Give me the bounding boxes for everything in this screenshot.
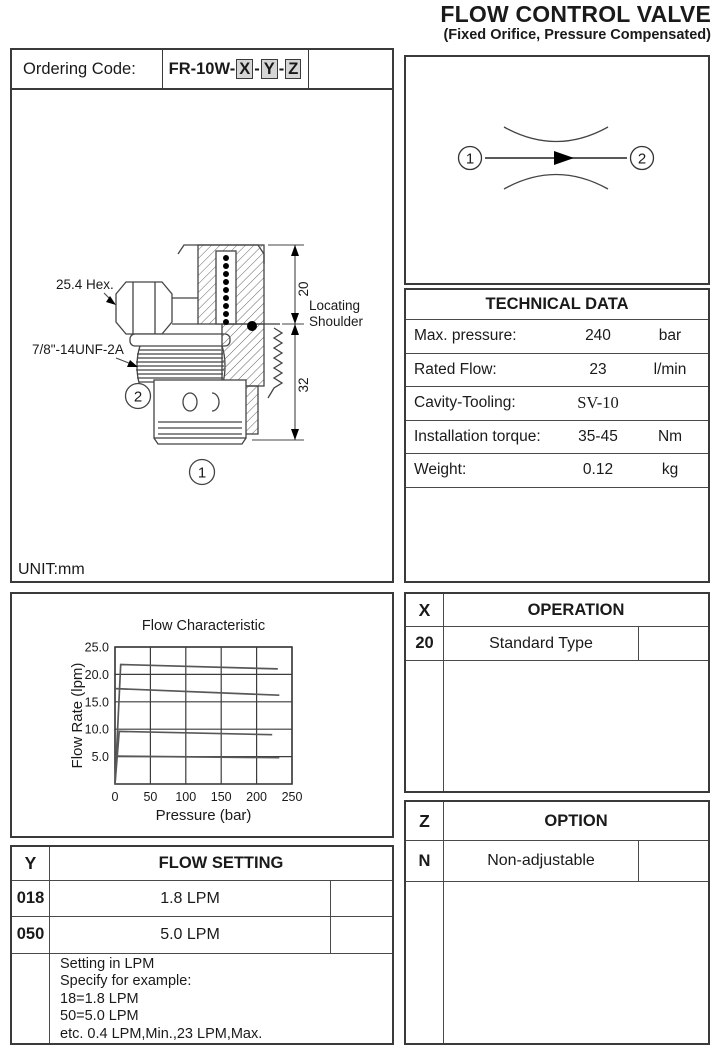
hex-nut [116,282,172,334]
svg-text:5.0: 5.0 [91,750,109,765]
technical-data-panel [404,288,710,583]
page-title: FLOW CONTROL VALVE [440,1,711,27]
td-value: 240 [585,327,611,345]
svg-text:25.0: 25.0 [84,640,109,655]
table-row [406,320,708,354]
valve-lower-body [154,380,246,438]
ordering-drawing-panel [10,48,394,583]
flow-setting-row-desc: 5.0 LPM [160,925,220,943]
svg-text:0: 0 [111,790,119,804]
td-label: Weight: [414,461,467,479]
table-row [12,881,392,917]
spring-coil-dots [223,255,229,325]
valve-nose-chamfer [154,438,246,444]
td-value: 35-45 [578,427,618,445]
note-line: 18=1.8 LPM [60,990,139,1007]
dim-20-label: 20 [296,281,311,297]
flow-setting-row-empty-cell [330,881,392,916]
hydraulic-symbol-panel [404,55,710,285]
flow-setting-col-letter: Y [12,847,50,880]
table-row [406,421,708,455]
td-unit: bar [658,327,682,345]
ordering-code-prefix: FR-10W- [168,59,236,78]
svg-text:10.0: 10.0 [84,722,109,737]
td-value: SV-10 [577,393,619,413]
option-table-panel [404,800,710,1045]
table-row [406,841,708,882]
flow-characteristic-chart [12,594,392,836]
svg-text:Flow Rate (lpm): Flow Rate (lpm) [69,662,86,769]
operation-row-desc: Standard Type [489,634,593,652]
dim-32-label: 32 [296,377,311,393]
valve-flange [130,334,230,346]
option-row-code: N [406,841,444,881]
technical-data-title: TECHNICAL DATA [406,290,708,320]
flow-setting-title: FLOW SETTING [158,854,284,873]
valve-cross-section-drawing [12,88,392,548]
option-table-title: OPTION [544,811,608,830]
note-line: etc. 0.4 LPM,Min.,23 LPM,Max. [60,1025,263,1042]
table-row [406,454,708,488]
o-ring-dot [247,321,257,331]
flow-characteristic-panel [10,592,394,838]
table-row [12,917,392,953]
svg-text:Flow Characteristic: Flow Characteristic [141,618,266,634]
orifice-symbol [406,57,708,283]
page-subtitle: (Fixed Orifice, Pressure Compensated) [443,27,711,44]
ordering-code-sep1: - [254,59,260,78]
flow-setting-row-code: 050 [12,917,50,952]
option-table-header [406,802,708,841]
flow-setting-row-desc: 1.8 LPM [160,889,220,907]
svg-text:15.0: 15.0 [84,695,109,710]
td-unit: Nm [657,427,683,445]
operation-col-letter: X [406,594,444,626]
ordering-code-empty-cell [309,50,392,88]
unit-note: UNIT:mm [18,561,85,578]
svg-text:200: 200 [246,790,268,804]
svg-text:250: 250 [281,790,303,804]
ordering-code-label: Ordering Code: [12,50,163,88]
filler-left-cell [406,661,444,791]
filler-left-cell [12,954,50,1044]
td-label: Installation torque: [414,427,541,445]
svg-text:Pressure (bar): Pressure (bar) [155,807,252,824]
operation-table-filler [406,661,708,791]
flow-setting-row-empty-cell [330,917,392,952]
port-1-number: 1 [197,464,207,482]
note-line: Setting in LPM [60,955,155,972]
flow-setting-row-code: 018 [12,881,50,916]
svg-text:150: 150 [210,790,232,804]
flow-direction-arrow [554,151,574,165]
td-label: Rated Flow: [414,360,497,378]
option-table-filler [406,882,708,1043]
page-title-block [440,2,711,43]
hex-leader-arrow [106,296,116,305]
thread-leader-arrow [127,360,138,367]
flow-setting-notes [50,954,392,1044]
symbol-port-2: 2 [637,150,647,168]
filler-left-cell [406,882,444,1043]
option-row-desc: Non-adjustable [487,852,595,869]
option-col-letter: Z [406,802,444,840]
port-2-number: 2 [133,388,143,406]
table-row [406,627,708,661]
table-row [406,354,708,388]
table-row [406,387,708,421]
option-row-empty-cell [638,841,708,881]
td-unit: kg [661,461,679,479]
thread-spec-label: 7/8"-14UNF-2A [32,342,124,357]
flow-setting-notes-row [12,954,392,1044]
td-label: Max. pressure: [414,327,517,345]
locating-shoulder-label-2: Shoulder [309,314,364,329]
operation-row-empty-cell [638,627,708,660]
operation-table-panel [404,592,710,793]
orifice-curve-top [504,127,608,142]
ordering-code-row [12,50,392,90]
operation-table-title: OPERATION [527,600,625,619]
svg-text:50: 50 [143,790,158,804]
ordering-code-value [163,50,309,88]
valve-inner-stem-section [222,324,264,386]
td-label: Cavity-Tooling: [414,394,516,412]
locating-shoulder-label-1: Locating [309,298,361,313]
flow-setting-header [12,847,392,881]
flow-setting-table-panel [10,845,394,1045]
symbol-port-1: 1 [465,150,475,168]
ordering-code-sep2: - [278,59,285,78]
operation-row-code: 20 [406,627,444,660]
svg-text:100: 100 [175,790,197,804]
ordering-code-var-z: Z [285,59,301,79]
operation-table-header [406,594,708,627]
ordering-code-var-x: X [236,59,253,79]
orifice-curve-bottom [504,175,608,190]
cavity-thread-profile [268,328,282,398]
td-unit: l/min [653,360,687,378]
td-value: 0.12 [582,461,614,479]
hex-size-label: 25.4 Hex. [56,277,114,292]
td-value: 23 [589,360,607,378]
ordering-code-var-y: Y [261,59,278,79]
note-line: Specify for example: [60,973,192,990]
svg-text:20.0: 20.0 [84,667,109,682]
note-line: 50=5.0 LPM [60,1008,139,1025]
